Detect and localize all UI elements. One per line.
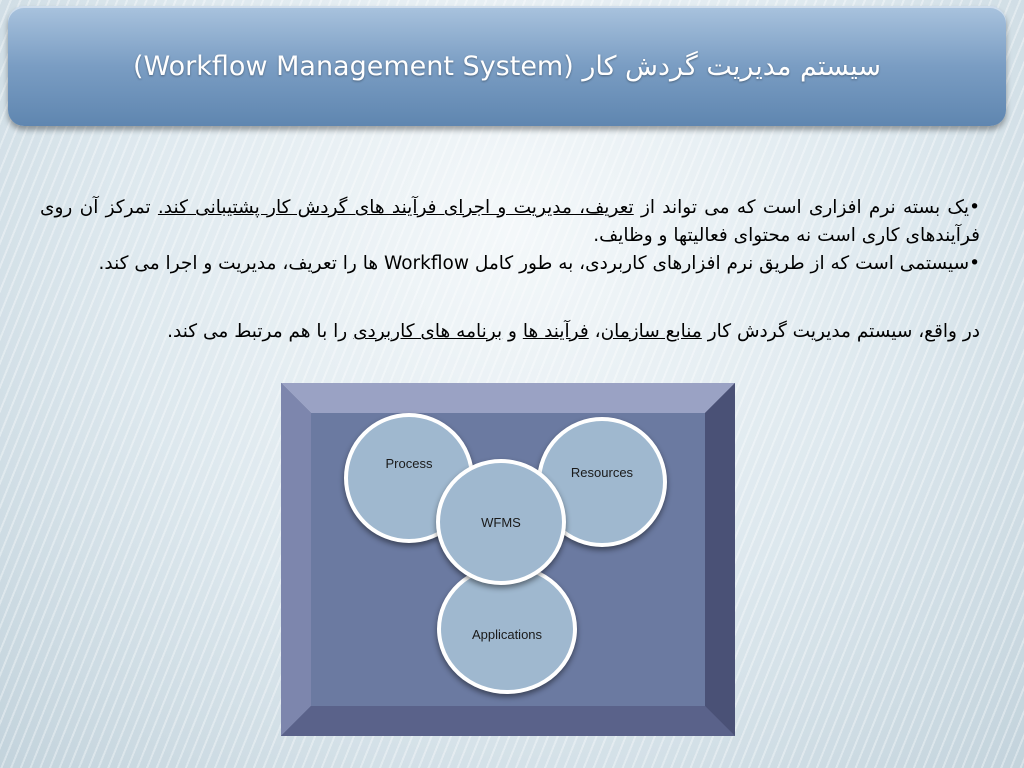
summary-part1: در واقع، سیستم مدیریت گردش کار (701, 321, 980, 342)
bullet-system: •سیستمی است که از طریق نرم افزارهای کاربردی، به طور کامل Workflow ها را تعریف، مدیریت و اجرا می کند. (98, 253, 980, 274)
wfms-label: WFMS (481, 514, 521, 530)
underlined-phrase: تعریف، مدیریت و اجرای فرآیند های گردش کار پشتیبانی کند. (157, 197, 634, 218)
summary-line (40, 318, 980, 346)
bevel-left (281, 383, 311, 736)
wfms-diagram (281, 383, 735, 736)
process-label: Process (385, 455, 433, 471)
resources-label: Resources (570, 464, 634, 480)
slide-title: سیستم مدیریت گردش کار (Workflow Management System) (133, 50, 881, 82)
link-applications: برنامه های کاربردی (353, 321, 503, 342)
sep-1: ، (588, 321, 601, 342)
sep-2: و (502, 321, 523, 342)
wfms-circle (436, 459, 566, 585)
bevel-right (705, 383, 735, 736)
bevel-top (281, 383, 735, 413)
summary-part2: را با هم مرتبط می کند. (167, 321, 354, 342)
paragraph-definition (40, 194, 980, 278)
bevel-bottom (281, 706, 735, 736)
applications-label: Applications (471, 626, 543, 642)
bullet-definition (40, 194, 980, 250)
text-suffix: تمرکز آن روی فرآیندهای کاری است نه محتوای فعالیتها و وظایف. (40, 197, 980, 246)
text-prefix: •یک بسته نرم افزاری است که می تواند از (633, 197, 980, 218)
link-resources: منابع سازمان (600, 321, 702, 342)
title-banner (8, 6, 1006, 126)
paragraph-summary (40, 318, 980, 346)
link-processes: فرآیند ها (522, 321, 589, 342)
